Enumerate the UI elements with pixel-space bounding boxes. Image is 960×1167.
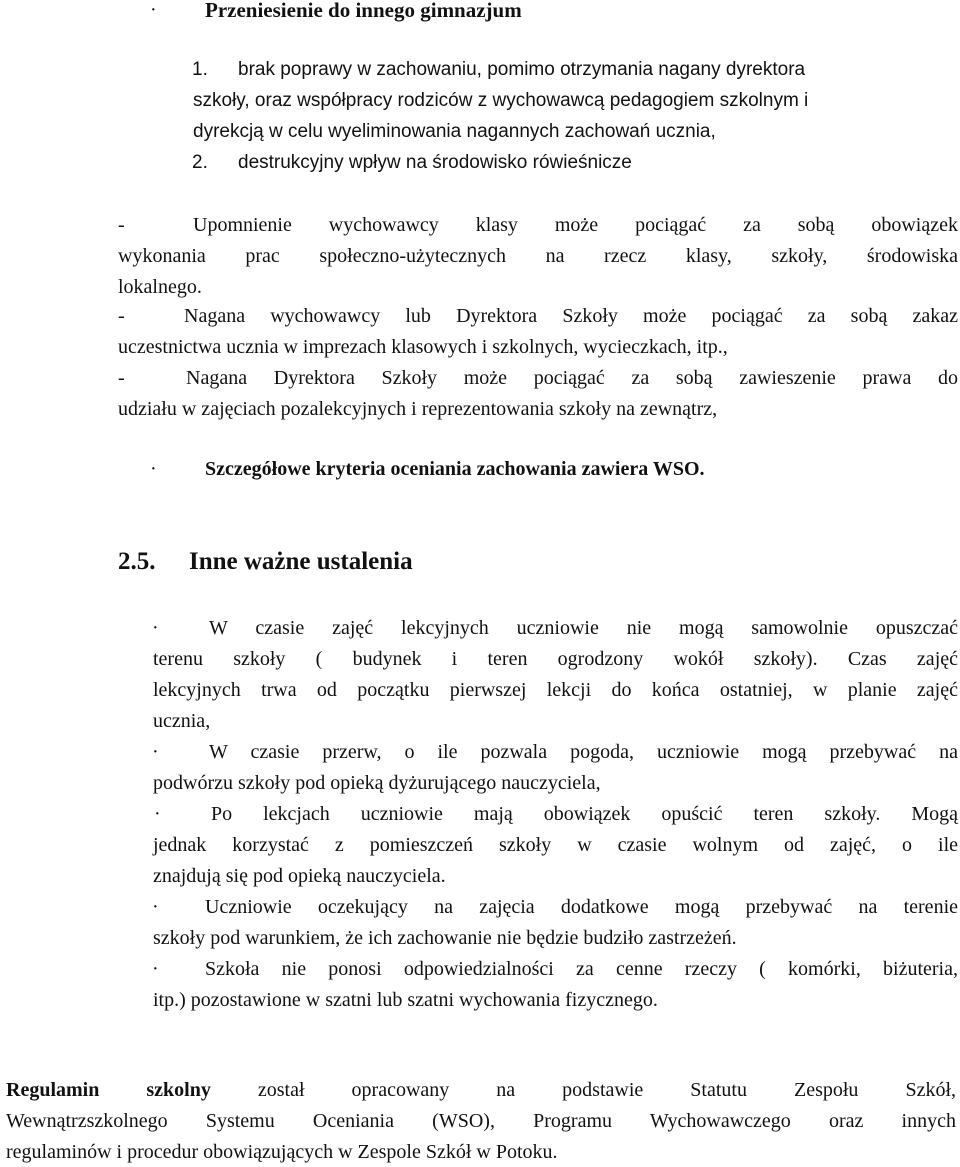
rule-line: jednak korzystać z pomieszczeń szkoły w czasie wolnym od zajęć, o ile: [153, 834, 958, 856]
rule-line: Szkoła nie ponosi odpowiedzialności za cenne rzeczy ( komórki, biżuteria,: [205, 958, 958, 980]
rule-line: lekcyjnych trwa od początku pierwszej lekcji do końca ostatniej, w planie zajęć: [153, 679, 958, 701]
paragraph-line: wykonania prac społeczno-użytecznych na rzecz klasy, szkoły, środowiska: [118, 245, 958, 267]
heading-bullet: ·: [150, 0, 157, 21]
rule-line: szkoły pod warunkiem, że ich zachowanie nie będzie budziło zastrzeżeń.: [153, 927, 737, 949]
dash-marker: -: [118, 305, 125, 327]
rule-bullet: ·: [152, 958, 159, 980]
footer-line-rest: został opracowany na podstawie Statutu Zespołu Szkół,: [257, 1079, 957, 1101]
section-number: 2.5.: [118, 548, 156, 575]
list-item-line: brak poprawy w zachowaniu, pomimo otrzymania nagany dyrektora: [238, 59, 806, 80]
rule-line: itp.) pozostawione w szatni lub szatni wychowania fizycznego.: [153, 989, 658, 1011]
list-number: 2.: [192, 152, 208, 173]
list-item-line: dyrekcją w celu wyeliminowania nagannych zachowań ucznia,: [193, 121, 716, 142]
paragraph-line: lokalnego.: [118, 276, 202, 298]
criteria-text: Szczegółowe kryteria oceniania zachowania zawiera WSO.: [205, 458, 705, 480]
rule-line: ucznia,: [153, 710, 211, 732]
rule-line: Po lekcjach uczniowie mają obowiązek opuścić teren szkoły. Mogą: [211, 803, 958, 825]
rule-bullet: ·: [152, 617, 159, 639]
rule-line: znajdują się pod opieką nauczyciela.: [153, 865, 446, 887]
rule-line: podwórzu szkoły pod opieką dyżurującego nauczyciela,: [153, 772, 601, 794]
footer-line: regulaminów i procedur obowiązujących w Zespole Szkół w Potoku.: [6, 1141, 558, 1163]
rule-line: W czasie zajęć lekcyjnych uczniowie nie mogą samowolnie opuszczać: [209, 617, 958, 639]
footer-bold-start: Regulamin szkolny: [6, 1079, 211, 1101]
criteria-bullet: ·: [150, 458, 157, 480]
rule-line: terenu szkoły ( budynek i teren ogrodzony wokół szkoły). Czas zajęć: [153, 648, 958, 670]
paragraph-line: uczestnictwa ucznia w imprezach klasowych i szkolnych, wycieczkach, itp.,: [118, 336, 728, 358]
rule-bullet: ·: [152, 741, 159, 763]
paragraph-line: Nagana wychowawcy lub Dyrektora Szkoły może pociągać za sobą zakaz: [184, 305, 958, 327]
paragraph-line: udziału w zajęciach pozalekcyjnych i reprezentowania szkoły na zewnątrz,: [118, 398, 718, 420]
section-heading-przeniesienie: Przeniesienie do innego gimnazjum: [205, 0, 522, 22]
dash-marker: -: [118, 214, 125, 236]
footer-line: Wewnątrzszkolnego Systemu Oceniania (WSO), Programu Wychowawczego oraz innych: [6, 1110, 956, 1132]
dash-marker: -: [118, 367, 125, 389]
list-number: 1.: [192, 59, 208, 80]
list-item-line: szkoły, oraz współpracy rodziców z wychowawcą pedagogiem szkolnym i: [193, 90, 809, 111]
paragraph-line: Upomnienie wychowawcy klasy może pociągać za sobą obowiązek: [193, 214, 958, 236]
rule-bullet: ·: [152, 896, 159, 918]
paragraph-line: Nagana Dyrektora Szkoły może pociągać za sobą zawieszenie prawa do: [186, 367, 958, 389]
rule-line: W czasie przerw, o ile pozwala pogoda, uczniowie mogą przebywać na: [209, 741, 958, 763]
list-item-line: destrukcyjny wpływ na środowisko rówieśnicze: [238, 152, 632, 173]
section-title: Inne ważne ustalenia: [189, 548, 413, 575]
rule-line: Uczniowie oczekujący na zajęcia dodatkowe mogą przebywać na terenie: [205, 896, 958, 918]
rule-bullet: ·: [154, 803, 161, 825]
footer-line: [6, 1076, 956, 1104]
